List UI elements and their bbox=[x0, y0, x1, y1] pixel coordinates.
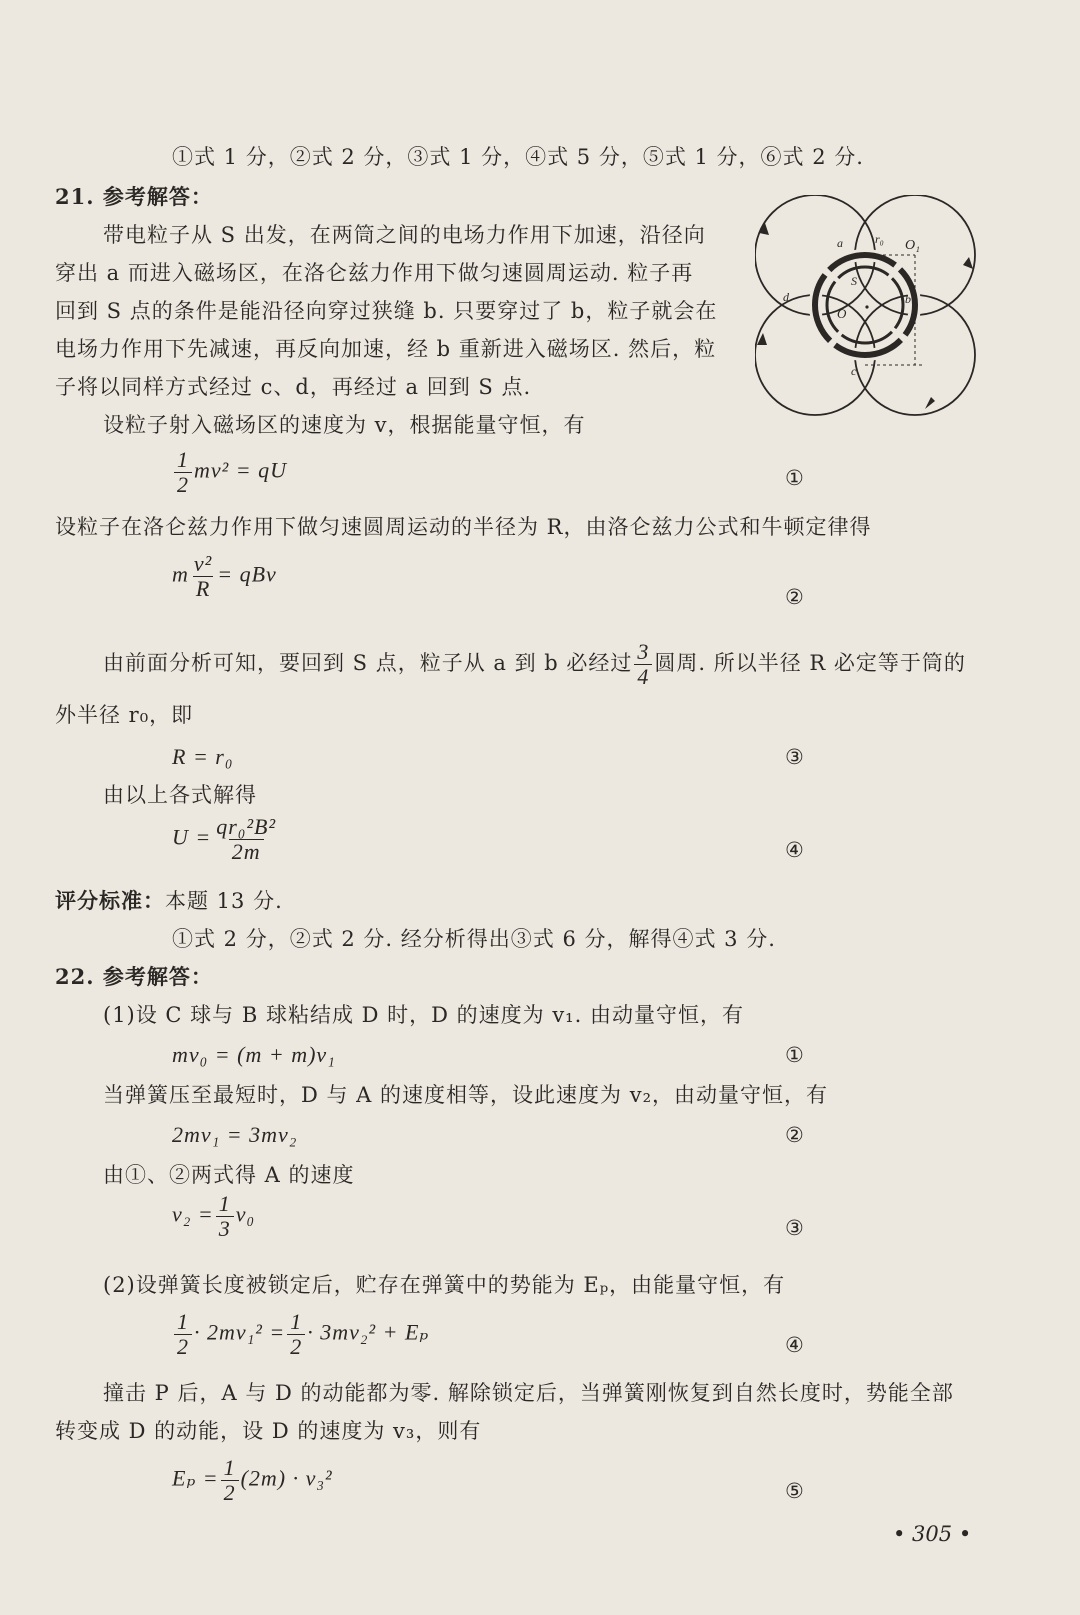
label-b: b bbox=[905, 292, 911, 306]
paragraph-line: 由①、②两式得 A 的速度 bbox=[103, 1163, 355, 1187]
paragraph-line: 由前面分析可知，要回到 S 点，粒子从 a 到 b 必经过 $\frac{3}{4}$ 圆周. 所以半径 R 必定等于筒的 bbox=[103, 639, 966, 689]
equation-marker: ③ bbox=[785, 1216, 804, 1240]
label-a: a bbox=[837, 236, 843, 250]
equation-marker: ① bbox=[785, 466, 804, 490]
scoring-standard: 评分标准：本题 13 分. bbox=[55, 888, 283, 913]
equation-marker: ② bbox=[785, 1123, 804, 1147]
fraction: $\frac{1}{2}$ bbox=[174, 1310, 192, 1359]
paragraph-line: (2)设弹簧长度被锁定后，贮存在弹簧中的势能为 Eₚ，由能量守恒，有 bbox=[103, 1273, 786, 1297]
fraction: $\frac{1}{3}$ bbox=[216, 1192, 234, 1241]
label-r0: r₀ bbox=[875, 232, 884, 246]
paragraph-line: 电场力作用下先减速，再反向加速，经 b 重新进入磁场区. 然后，粒 bbox=[55, 337, 717, 361]
cyclotron-diagram bbox=[755, 195, 990, 430]
equation-marker: ④ bbox=[785, 838, 804, 862]
equation-2: m $\frac{\text{v²}}{R}$ = qBv bbox=[172, 551, 277, 601]
question-21-heading: 21. 参考解答： bbox=[55, 184, 213, 209]
center-dot bbox=[865, 305, 868, 308]
label-d: d bbox=[783, 290, 789, 304]
paragraph-line: 外半径 r₀，即 bbox=[55, 703, 194, 727]
equation-22-1: mv₀ = (m + m)v₁ bbox=[172, 1042, 336, 1067]
scoring-line-q21: ①式 2 分，②式 2 分. 经分析得出③式 6 分，解得④式 3 分. bbox=[172, 927, 776, 951]
equation-marker: ④ bbox=[785, 1333, 804, 1357]
equation-22-2: 2mv₁ = 3mv₂ bbox=[172, 1122, 298, 1147]
paragraph-line: 穿出 a 而进入磁场区，在洛仑兹力作用下做匀速圆周运动. 粒子再 bbox=[55, 261, 694, 285]
paragraph-line: (1)设 C 球与 B 球粘结成 D 时，D 的速度为 v₁. 由动量守恒，有 bbox=[103, 1003, 744, 1027]
paragraph-line: 带电粒子从 S 出发，在两筒之间的电场力作用下加速，沿径向 bbox=[103, 223, 706, 247]
paragraph-line: 设粒子在洛仑兹力作用下做匀速圆周运动的半径为 R，由洛仑兹力公式和牛顿定律得 bbox=[55, 515, 872, 539]
label-c: c bbox=[851, 364, 857, 378]
equation-3: R = r₀ bbox=[172, 744, 234, 769]
label-S: S bbox=[851, 274, 857, 288]
scoring-line-q20: ①式 1 分，②式 2 分，③式 1 分，④式 5 分，⑤式 1 分，⑥式 2 分. bbox=[172, 145, 864, 169]
paragraph-line: 当弹簧压至最短时，D 与 A 的速度相等，设此速度为 v₂，由动量守恒，有 bbox=[103, 1083, 828, 1107]
fraction: $\frac{1}{2}$ bbox=[174, 448, 192, 497]
paragraph-line: 子将以同样方式经过 c、d，再经过 a 回到 S 点. bbox=[55, 375, 532, 399]
equation-marker: ③ bbox=[785, 745, 804, 769]
fraction: $\frac{1}{2}$ bbox=[287, 1310, 305, 1359]
equation-22-5: Eₚ = $\frac{1}{2}$ (2m) · v₃² bbox=[172, 1455, 333, 1505]
label-O: O bbox=[837, 306, 847, 321]
paragraph-line: 设粒子射入磁场区的速度为 v，根据能量守恒，有 bbox=[103, 413, 586, 437]
equation-marker: ② bbox=[785, 585, 804, 609]
fraction: $\frac{1}{2}$ bbox=[221, 1456, 239, 1505]
fraction: $\frac{3}{4}$ bbox=[634, 640, 652, 689]
paragraph-line: 转变成 D 的动能，设 D 的速度为 v₃，则有 bbox=[55, 1419, 482, 1443]
fraction: $\frac{\text{qr₀²B²}}{2m}$ bbox=[216, 814, 277, 864]
equation-1: $\frac{1}{2}$ mv² = qU bbox=[172, 448, 287, 497]
paragraph-line: 撞击 P 后，A 与 D 的动能都为零. 解除锁定后，当弹簧刚恢复到自然长度时，势能全部 bbox=[103, 1381, 954, 1405]
equation-22-4: $\frac{1}{2}$ · 2mv₁² = $\frac{1}{2}$ · 3mv₂² + Eₚ bbox=[172, 1310, 429, 1359]
page-number: • 305 • bbox=[893, 1522, 972, 1546]
equation-4: U = $\frac{\text{qr₀²B²}}{2m}$ bbox=[172, 815, 281, 864]
paragraph-line: 由以上各式解得 bbox=[103, 783, 257, 807]
arrow-icon bbox=[925, 397, 935, 409]
arrow-icon bbox=[963, 257, 973, 269]
inner-cylinder bbox=[827, 267, 903, 343]
paragraph-line: 回到 S 点的条件是能沿径向穿过狭缝 b. 只要穿过了 b，粒子就会在 bbox=[55, 299, 718, 323]
fraction: $\frac{\text{v²}}{R}$ bbox=[193, 551, 213, 601]
label-O1: O₁ bbox=[905, 238, 920, 253]
equation-marker: ① bbox=[785, 1043, 804, 1067]
equation-marker: ⑤ bbox=[785, 1479, 804, 1503]
question-22-heading: 22. 参考解答： bbox=[55, 964, 213, 989]
outer-cylinder bbox=[815, 255, 915, 355]
equation-22-3: v₂ = $\frac{1}{3}$ v₀ bbox=[172, 1191, 256, 1241]
